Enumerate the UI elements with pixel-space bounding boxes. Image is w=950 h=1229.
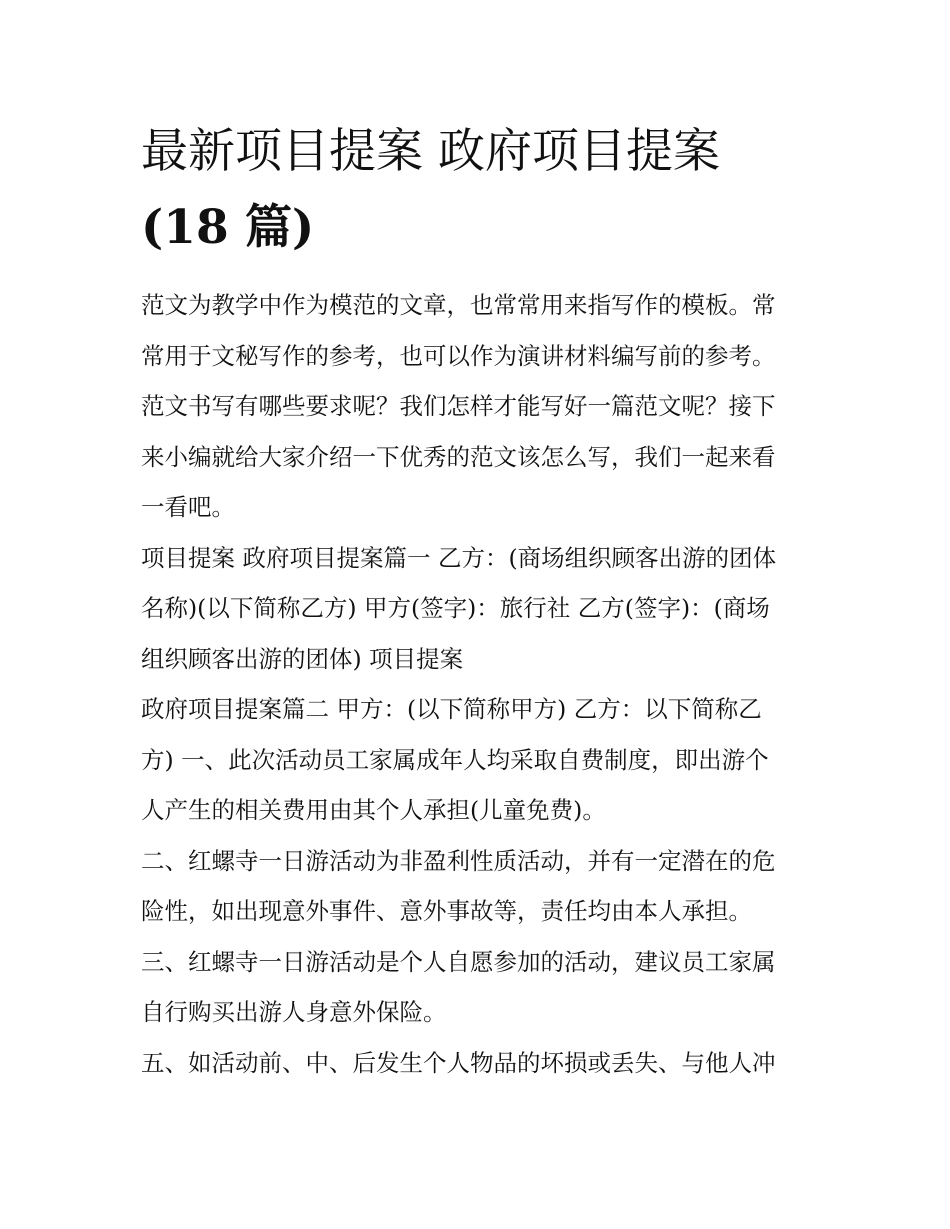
- body-line: 五、如活动前、中、后发生个人物品的坏损或丢失、与他人冲: [141, 1048, 776, 1077]
- title-line-2: (18 篇): [141, 200, 315, 255]
- body-line: 三、红螺寺一日游活动是个人自愿参加的活动，建议员工家属: [141, 947, 776, 976]
- body-line: 一看吧。: [141, 493, 235, 521]
- body-line: 范文书写有哪些要求呢？我们怎样才能写好一篇范文呢？接下: [141, 392, 776, 420]
- body-line: 政府项目提案篇二 甲方：(以下简称甲方) 乙方：以下简称乙: [141, 695, 762, 723]
- document-body: [141, 280, 816, 1088]
- body-line: 险性，如出现意外事件、意外事故等，责任均由本人承担。: [141, 897, 752, 925]
- document-title: [141, 114, 821, 266]
- body-line: 名称)(以下简称乙方) 甲方(签字)：旅行社 乙方(签字)：(商场: [141, 594, 770, 622]
- body-line: 项目提案 政府项目提案篇一 乙方：(商场组织顾客出游的团体: [141, 543, 777, 572]
- title-line-1: 最新项目提案 政府项目提案: [141, 124, 720, 179]
- body-line: 人产生的相关费用由其个人承担(儿童免费)。: [141, 796, 606, 824]
- body-line: 方) 一、此次活动员工家属成年人均采取自费制度，即出游个: [141, 745, 769, 774]
- body-line: 组织顾客出游的团体) 项目提案: [141, 644, 464, 673]
- body-line: 自行购买出游人身意外保险。: [141, 998, 447, 1026]
- body-line: 来小编就给大家介绍一下优秀的范文该怎么写，我们一起来看: [141, 442, 776, 471]
- body-line: 范文为教学中作为模范的文章，也常常用来指写作的模板。常: [141, 291, 776, 319]
- body-line: 常用于文秘写作的参考，也可以作为演讲材料编写前的参考。: [141, 341, 776, 370]
- body-line: 二、红螺寺一日游活动为非盈利性质活动，并有一定潜在的危: [141, 846, 776, 875]
